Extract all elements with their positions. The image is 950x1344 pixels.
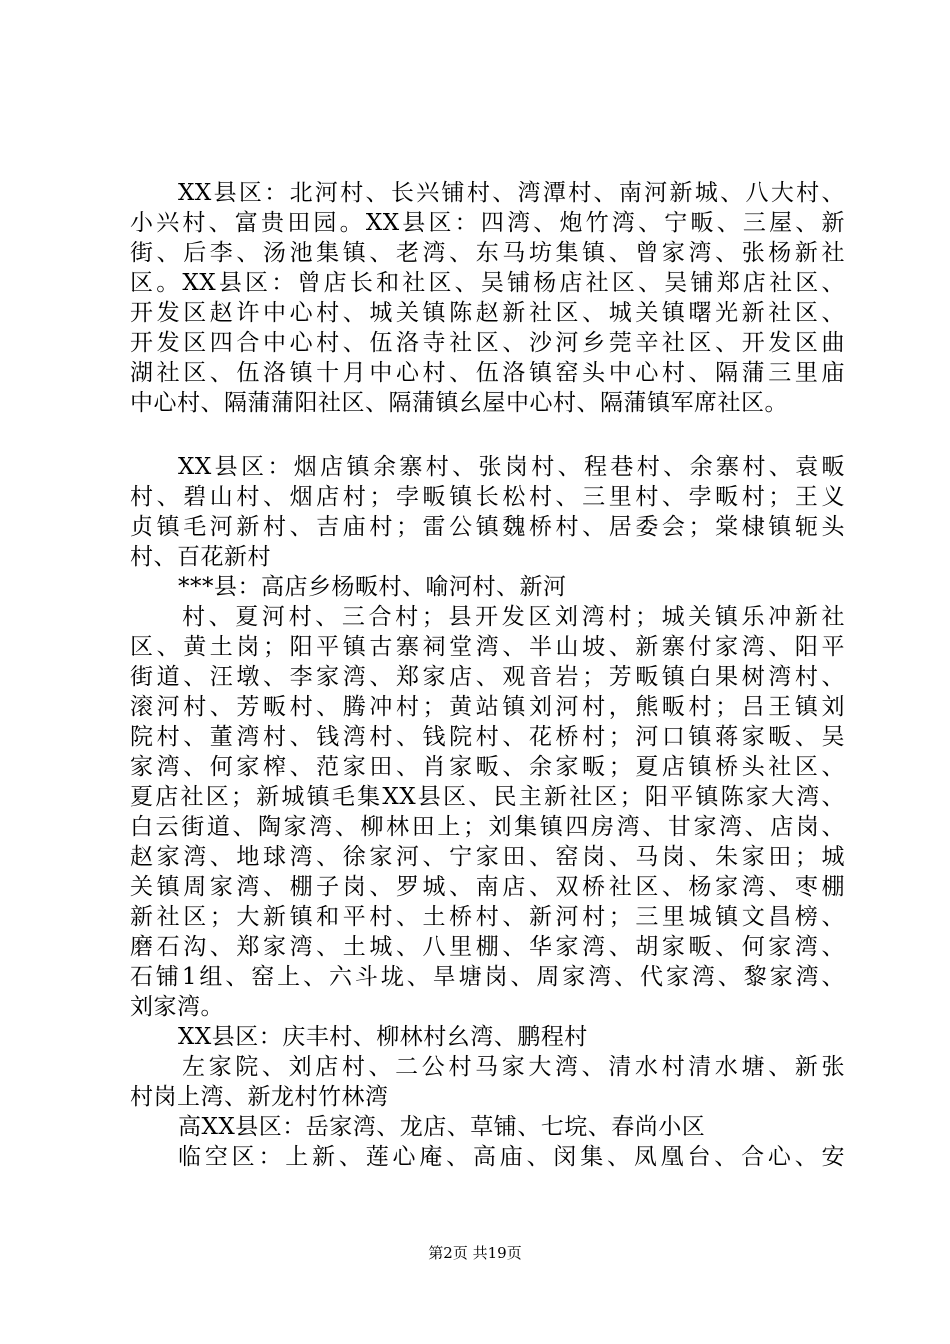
text-line: 贞镇毛河新村、吉庙村；雷公镇魏桥村、居委会；棠棣镇轭头 bbox=[130, 514, 845, 540]
text-line: 刘家湾。 bbox=[130, 994, 224, 1020]
text-line: 村、碧山村、烟店村；孛畈镇长松村、三里村、孛畈村；王义 bbox=[130, 484, 845, 510]
text-line: 区、黄土岗；阳平镇古寨祠堂湾、半山坡、新寨付家湾、阳平 bbox=[130, 634, 845, 660]
text-line: 湖社区、伍洛镇十月中心村、伍洛镇窑头中心村、隔蒲三里庙 bbox=[130, 360, 845, 386]
text-line: 村、百花新村 bbox=[130, 544, 271, 570]
text-line: 小兴村、富贵田园。XX县区：四湾、炮竹湾、宁畈、三屋、新 bbox=[130, 210, 845, 236]
text-line: 开发区赵许中心村、城关镇陈赵新社区、城关镇曙光新社区、 bbox=[130, 300, 845, 326]
text-line: 新社区；大新镇和平村、土桥村、新河村；三里城镇文昌榜、 bbox=[130, 904, 845, 930]
page-footer: 第2页 共19页 bbox=[428, 1244, 522, 1262]
text-line: 村岗上湾、新龙村竹林湾 bbox=[130, 1084, 389, 1110]
text-line: 中心村、隔蒲蒲阳社区、隔蒲镇幺屋中心村、隔蒲镇军席社区。 bbox=[130, 390, 788, 416]
text-line: 左家院、刘店村、二公村马家大湾、清水村清水塘、新张 bbox=[182, 1054, 845, 1080]
text-line: 临空区：上新、莲心庵、高庙、闵集、凤凰台、合心、安 bbox=[178, 1144, 845, 1170]
text-line: 开发区四合中心村、伍洛寺社区、沙河乡莞辛社区、开发区曲 bbox=[130, 330, 845, 356]
text-line: 院村、董湾村、钱湾村、钱院村、花桥村；河口镇蒋家畈、吴 bbox=[130, 724, 845, 750]
text-line: 街道、汪墩、李家湾、郑家店、观音岩；芳畈镇白果树湾村、 bbox=[130, 664, 845, 690]
text-line: 白云街道、陶家湾、柳林田上；刘集镇四房湾、甘家湾、店岗、 bbox=[130, 814, 845, 840]
text-line: 滚河村、芳畈村、腾冲村；黄站镇刘河村，熊畈村；吕王镇刘 bbox=[130, 694, 845, 720]
paragraph bbox=[130, 452, 845, 1172]
text-line: 家湾、何家榨、范家田、肖家畈、余家畈；夏店镇桥头社区、 bbox=[130, 754, 845, 780]
text-line: 区。XX县区：曾店长和社区、吴铺杨店社区、吴铺郑店社区、 bbox=[130, 270, 845, 296]
text-line: 赵家湾、地球湾、徐家河、宁家田、窑岗、马岗、朱家田；城 bbox=[130, 844, 845, 870]
text-line: XX县区：烟店镇余寨村、张岗村、程巷村、余寨村、袁畈 bbox=[178, 454, 845, 480]
text-line: 关镇周家湾、棚子岗、罗城、南店、双桥社区、杨家湾、枣棚 bbox=[130, 874, 845, 900]
text-line: ***县：高店乡杨畈村、喻河村、新河 bbox=[178, 574, 567, 600]
text-line: XX县区：庆丰村、柳林村幺湾、鹏程村 bbox=[178, 1024, 588, 1050]
text-line: 高XX县区：岳家湾、龙店、草铺、七垸、春尚小区 bbox=[178, 1114, 706, 1140]
text-line: 街、后李、汤池集镇、老湾、东马坊集镇、曾家湾、张杨新社 bbox=[130, 240, 845, 266]
text-line: 夏店社区；新城镇毛集XX县区、民主新社区；阳平镇陈家大湾、 bbox=[130, 784, 845, 810]
text-line: 磨石沟、郑家湾、土城、八里棚、华家湾、胡家畈、何家湾、 bbox=[130, 934, 845, 960]
text-line: XX县区：北河村、长兴铺村、湾潭村、南河新城、八大村、 bbox=[178, 180, 845, 206]
text-line: 村、夏河村、三合村；县开发区刘湾村；城关镇乐冲新社 bbox=[182, 604, 845, 630]
text-line: 石铺1组、窑上、六斗垅、旱塘岗、周家湾、代家湾、黎家湾、 bbox=[130, 964, 845, 990]
paragraph bbox=[130, 178, 845, 418]
